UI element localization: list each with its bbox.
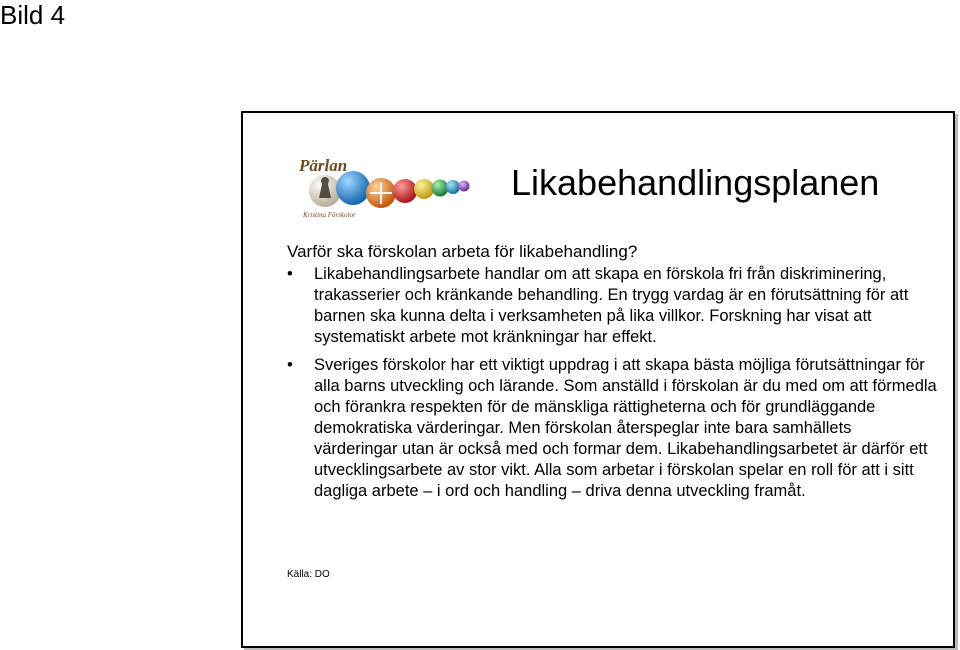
slide-title: Likabehandlingsplanen bbox=[511, 162, 880, 203]
page-label: Bild 4 bbox=[0, 0, 66, 30]
source-note: Källa: DO bbox=[287, 569, 330, 580]
slide bbox=[241, 111, 955, 648]
logo-subtext: Kristina Förskolor bbox=[303, 211, 356, 219]
parlan-logo bbox=[295, 151, 485, 221]
logo-brand-text: Pärlan bbox=[299, 156, 348, 175]
bullet-icon: • bbox=[287, 356, 293, 374]
bullet-item bbox=[287, 355, 937, 502]
intro-question: Varför ska förskolan arbeta för likabehandling? bbox=[287, 242, 638, 261]
bullet-text: Likabehandlingsarbete handlar om att skapa en förskola fri från diskriminering, trakasserier och kränkande behandling. En trygg vardag är en förutsättning för att barnen ska kunna delta i verksamheten på lika villkor. Forskning har visat att systematiskt arbete mot kränkningar har effekt. bbox=[314, 265, 909, 346]
bullet-text: Sveriges förskolor har ett viktigt uppdrag i att skapa bästa möjliga förutsättningar för alla barns utveckling och lärande. Som anställd i förskolan är du med om att förmedla och förankra respekten för de mänskliga rättigheterna och för grundläggande demokratiska värderingar. Men förskolan återspeglar inte bara samhällets värderingar utan är också med och formar dem. Likabehandlingsarbetet är därför ett utvecklingsarbete av stor vikt. Alla som arbetar i förskolan spelar en roll för att i sitt dagliga arbete – i ord och handling – driva denna utveckling framåt. bbox=[314, 356, 937, 500]
bullet-list bbox=[287, 264, 937, 502]
bullet-icon: • bbox=[287, 265, 293, 283]
bullet-item bbox=[287, 264, 937, 348]
